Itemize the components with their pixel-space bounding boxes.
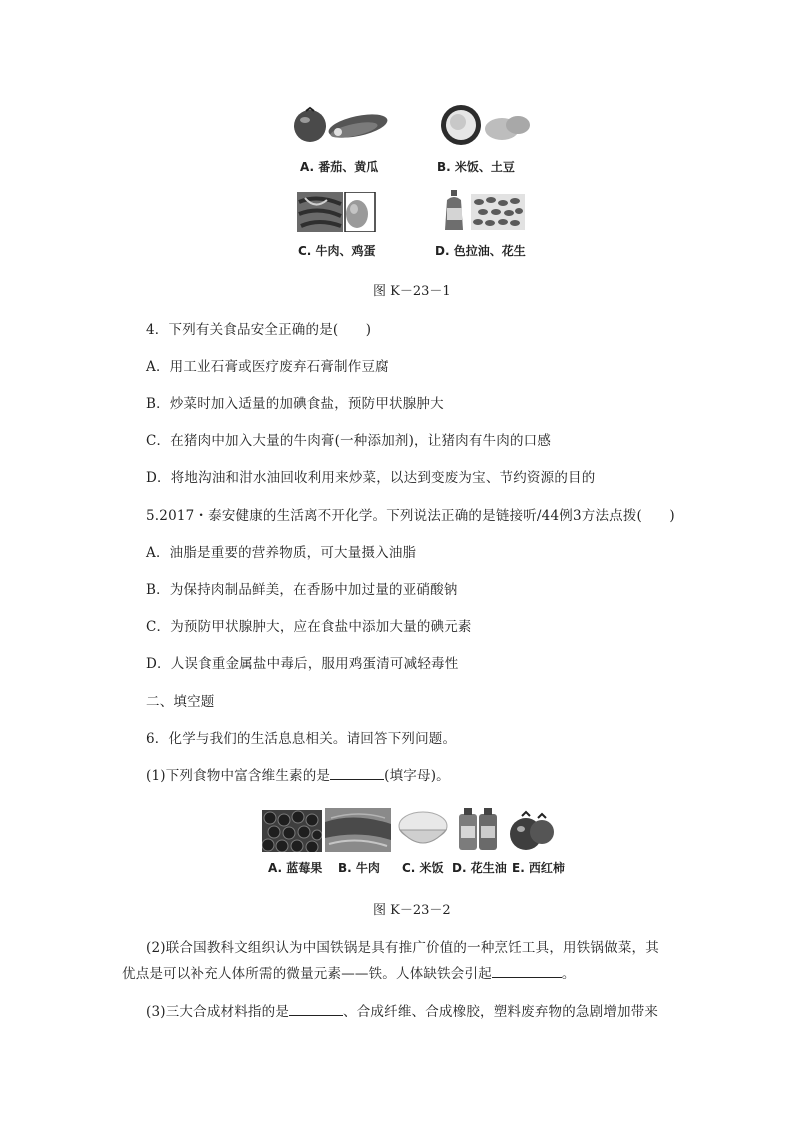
question-4-option-c: C．在猪肉中加入大量的牛肉膏(一种添加剂)，让猪肉有牛肉的口感 (146, 433, 552, 449)
question-6-part-2-line-2 (122, 962, 576, 982)
question-5-option-d: D．人误食重金属盐中毒后，服用鸡蛋清可减轻毒性 (146, 656, 459, 672)
question-6-part-3 (146, 1000, 658, 1020)
question-5-option-b: B．为保持肉制品鲜美，在香肠中加过量的亚硝酸钠 (146, 582, 458, 598)
beef-image (325, 808, 391, 852)
peanut-oil-bottles-image (455, 806, 501, 852)
oil-peanut-image (445, 190, 527, 232)
figure2-caption-d: D. 花生油 (452, 861, 507, 875)
figure2-caption-b: B. 牛肉 (338, 861, 380, 875)
question-6-stem: 6．化学与我们的生活息息相关。请回答下列问题。 (146, 731, 457, 747)
figure2-caption-e: E. 西红柿 (512, 861, 565, 875)
figure1-caption-a: A. 番茄、黄瓜 (300, 160, 379, 174)
figure2-label: 图 K－23－2 (373, 903, 451, 918)
question-6-part-2-line-1: (2)联合国教科文组织认为中国铁锅是具有推广价值的一种烹饪工具，用铁锅做菜，其 (146, 940, 659, 956)
answer-blank-3[interactable] (289, 1003, 343, 1016)
question-5-option-c: C．为预防甲状腺肿大，应在食盐中添加大量的碘元素 (146, 619, 472, 635)
question-4-stem: 4．下列有关食品安全正确的是( ) (146, 322, 372, 338)
figure1-label: 图 K－23－1 (373, 284, 451, 299)
answer-blank-1[interactable] (330, 767, 384, 780)
figure1-caption-c: C. 牛肉、鸡蛋 (298, 244, 376, 258)
question-4-option-b: B．炒菜时加入适量的加碘食盐，预防甲状腺肿大 (146, 396, 444, 412)
answer-blank-2[interactable] (492, 965, 562, 978)
question-5-stem: 5.2017・泰安健康的生活离不开化学。下列说法正确的是链接听/44例3方法点拨( ) (146, 508, 675, 524)
tomato-image (508, 808, 556, 852)
question-6-part-3-suffix: 、合成纤维、合成橡胶，塑料废弃物的急剧增加带来 (343, 1004, 659, 1020)
beef-egg-image (297, 192, 377, 232)
blueberry-image (262, 810, 322, 852)
rice-bowl-image (396, 810, 450, 852)
question-5-option-a: A．油脂是重要的营养物质，可大量摄入油脂 (146, 545, 417, 561)
figure1-caption-d: D. 色拉油、花生 (435, 244, 526, 258)
question-4-option-a: A．用工业石膏或医疗废弃石膏制作豆腐 (146, 359, 389, 375)
rice-potato-image (440, 104, 532, 146)
question-6-part-2-text: 优点是可以补充人体所需的微量元素——铁。人体缺铁会引起 (122, 966, 492, 982)
question-4-option-d: D．将地沟油和泔水油回收利用来炒菜，以达到变废为宝、节约资源的目的 (146, 470, 596, 486)
figure2-caption-a: A. 蓝莓果 (268, 861, 323, 875)
figure2-caption-c: C. 米饭 (402, 861, 444, 875)
figure1-caption-b: B. 米饭、土豆 (437, 160, 515, 174)
question-6-part-1 (146, 764, 450, 784)
question-6-part-2-suffix: 。 (561, 966, 576, 982)
question-6-part-1-text: (1)下列食物中富含维生素的是 (146, 768, 331, 784)
question-6-part-1-suffix: (填字母)。 (384, 768, 450, 784)
tomato-cucumber-image (292, 104, 388, 146)
question-6-part-3-text: (3)三大合成材料指的是 (146, 1004, 290, 1020)
section-title: 二、填空题 (146, 694, 215, 710)
